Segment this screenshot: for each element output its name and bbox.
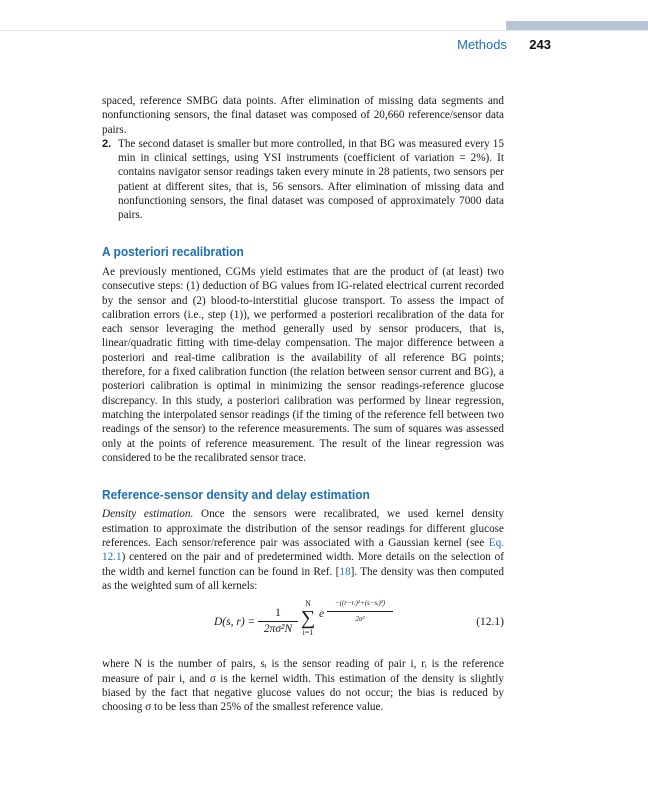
section-heading-density-delay-estimation: Reference-sensor density and delay estimation [102, 487, 370, 503]
equation-12-1 [102, 599, 504, 651]
exponent [327, 599, 393, 623]
page-number: 243 [529, 37, 551, 52]
summation-upper: N [305, 599, 311, 609]
section-heading-posteriori-recalibration: A posteriori recalibration [102, 243, 244, 259]
equation-lhs: D(s, r) = [214, 616, 256, 629]
equation-number: (12.1) [476, 616, 504, 629]
page-body [102, 94, 504, 714]
exponent-bottom: 2σ² [355, 615, 365, 624]
citation-link[interactable]: 18 [339, 565, 351, 578]
list-item-number: 2. [102, 137, 112, 150]
exponent-bar [327, 611, 393, 612]
paragraph-density-estimation [102, 507, 504, 593]
header-rule [0, 30, 648, 31]
paragraph-posteriori-recalibration: Ae previously mentioned, CGMs yield estimates that are the product of (at least) two consecutive steps: (1) deduction of BG values from IG-related electrical current recorded by the sensor and (2) blood-to-interstitial glucose transport. To assess the impact of calibration errors (i.e., step (1)), we performed a posteriori recalibration of the data for each sensor leveraging the method generally used by sensor producers, that is, linear/quadratic fitting with time-delay compensation. The major difference between a posteriori and real-time calibration is the availability of all reference BG points; therefore, for a fixed calibration function (the relation between sensor current and BG), a posteriori calibration is optimal in minimizing the sensor readings-reference glucose discrepancy. In this study, a posteriori calibration was performed by linear regression, matching the interpolated sensor readings (if the timing of the reference fell between two readings of the sensor) to the reference measurements. The sum of squares was assessed only at the points of reference measurement. The result of the linear regression was considered to be the recalibrated sensor trace. [102, 265, 504, 464]
summation [300, 599, 316, 637]
sigma-icon: ∑ [300, 607, 316, 630]
running-head [0, 37, 648, 53]
fraction-numerator: 1 [275, 607, 281, 620]
density-text-c: ]. The density was then computed as the weighted sum of all kernels: [102, 565, 504, 592]
summation-lower: i=1 [302, 628, 314, 638]
header-accent-bar [506, 21, 648, 30]
fraction-bar [258, 621, 298, 622]
running-head-section: Methods [457, 37, 507, 52]
fraction-denominator: 2πσ²N [263, 623, 293, 636]
equation-fraction [258, 607, 298, 636]
list-item-text: The second dataset is smaller but more controlled, in that BG was measured every 15 min in clinical settings, using YSI instruments (coefficient of variation = 2%). It contains navigator sensor readings taken every minute in 28 patients, two sensors per patient at different sites, that is, 56 sensors. After elimination of missing data and nonfunctioning sensors, the final dataset was composed of approximately 7000 data pairs. [118, 137, 504, 222]
list-item-1-continuation: spaced, reference SMBG data points. After elimination of missing data segments and nonfunctioning sensors, the final dataset was composed of 20,660 reference/sensor data pairs. [102, 95, 504, 136]
density-text-b: ) centered on the pair and of predetermined width. More details on the selection of the width and kernel function can be found in Ref. [ [102, 551, 504, 578]
exponential-base: e [319, 608, 325, 621]
equation-reference-link[interactable]: Eq. 12.1 [102, 537, 504, 564]
paragraph-after-equation: where N is the number of pairs, sᵢ is the sensor reading of pair i, rᵢ is the reference measure of pair i, and σ is the kernel width. This estimation of the density is slightly biased by the fact that negative glucose values do not occur; the bias is reduced by choosing σ to be less than 25% of the smallest reference value. [102, 658, 504, 714]
density-text-a: Once the sensors were recalibrated, we used kernel density estimation to approximate the distribution of the sensor readings for different glucose references. Each sensor/reference pair was associated with a Gaussian kernel (see [102, 508, 504, 550]
runin-heading: Density estimation. [102, 508, 194, 521]
list-item-2 [102, 137, 504, 223]
exponent-top: −((r−rᵢ)²+(s−sᵢ)²) [334, 599, 386, 608]
